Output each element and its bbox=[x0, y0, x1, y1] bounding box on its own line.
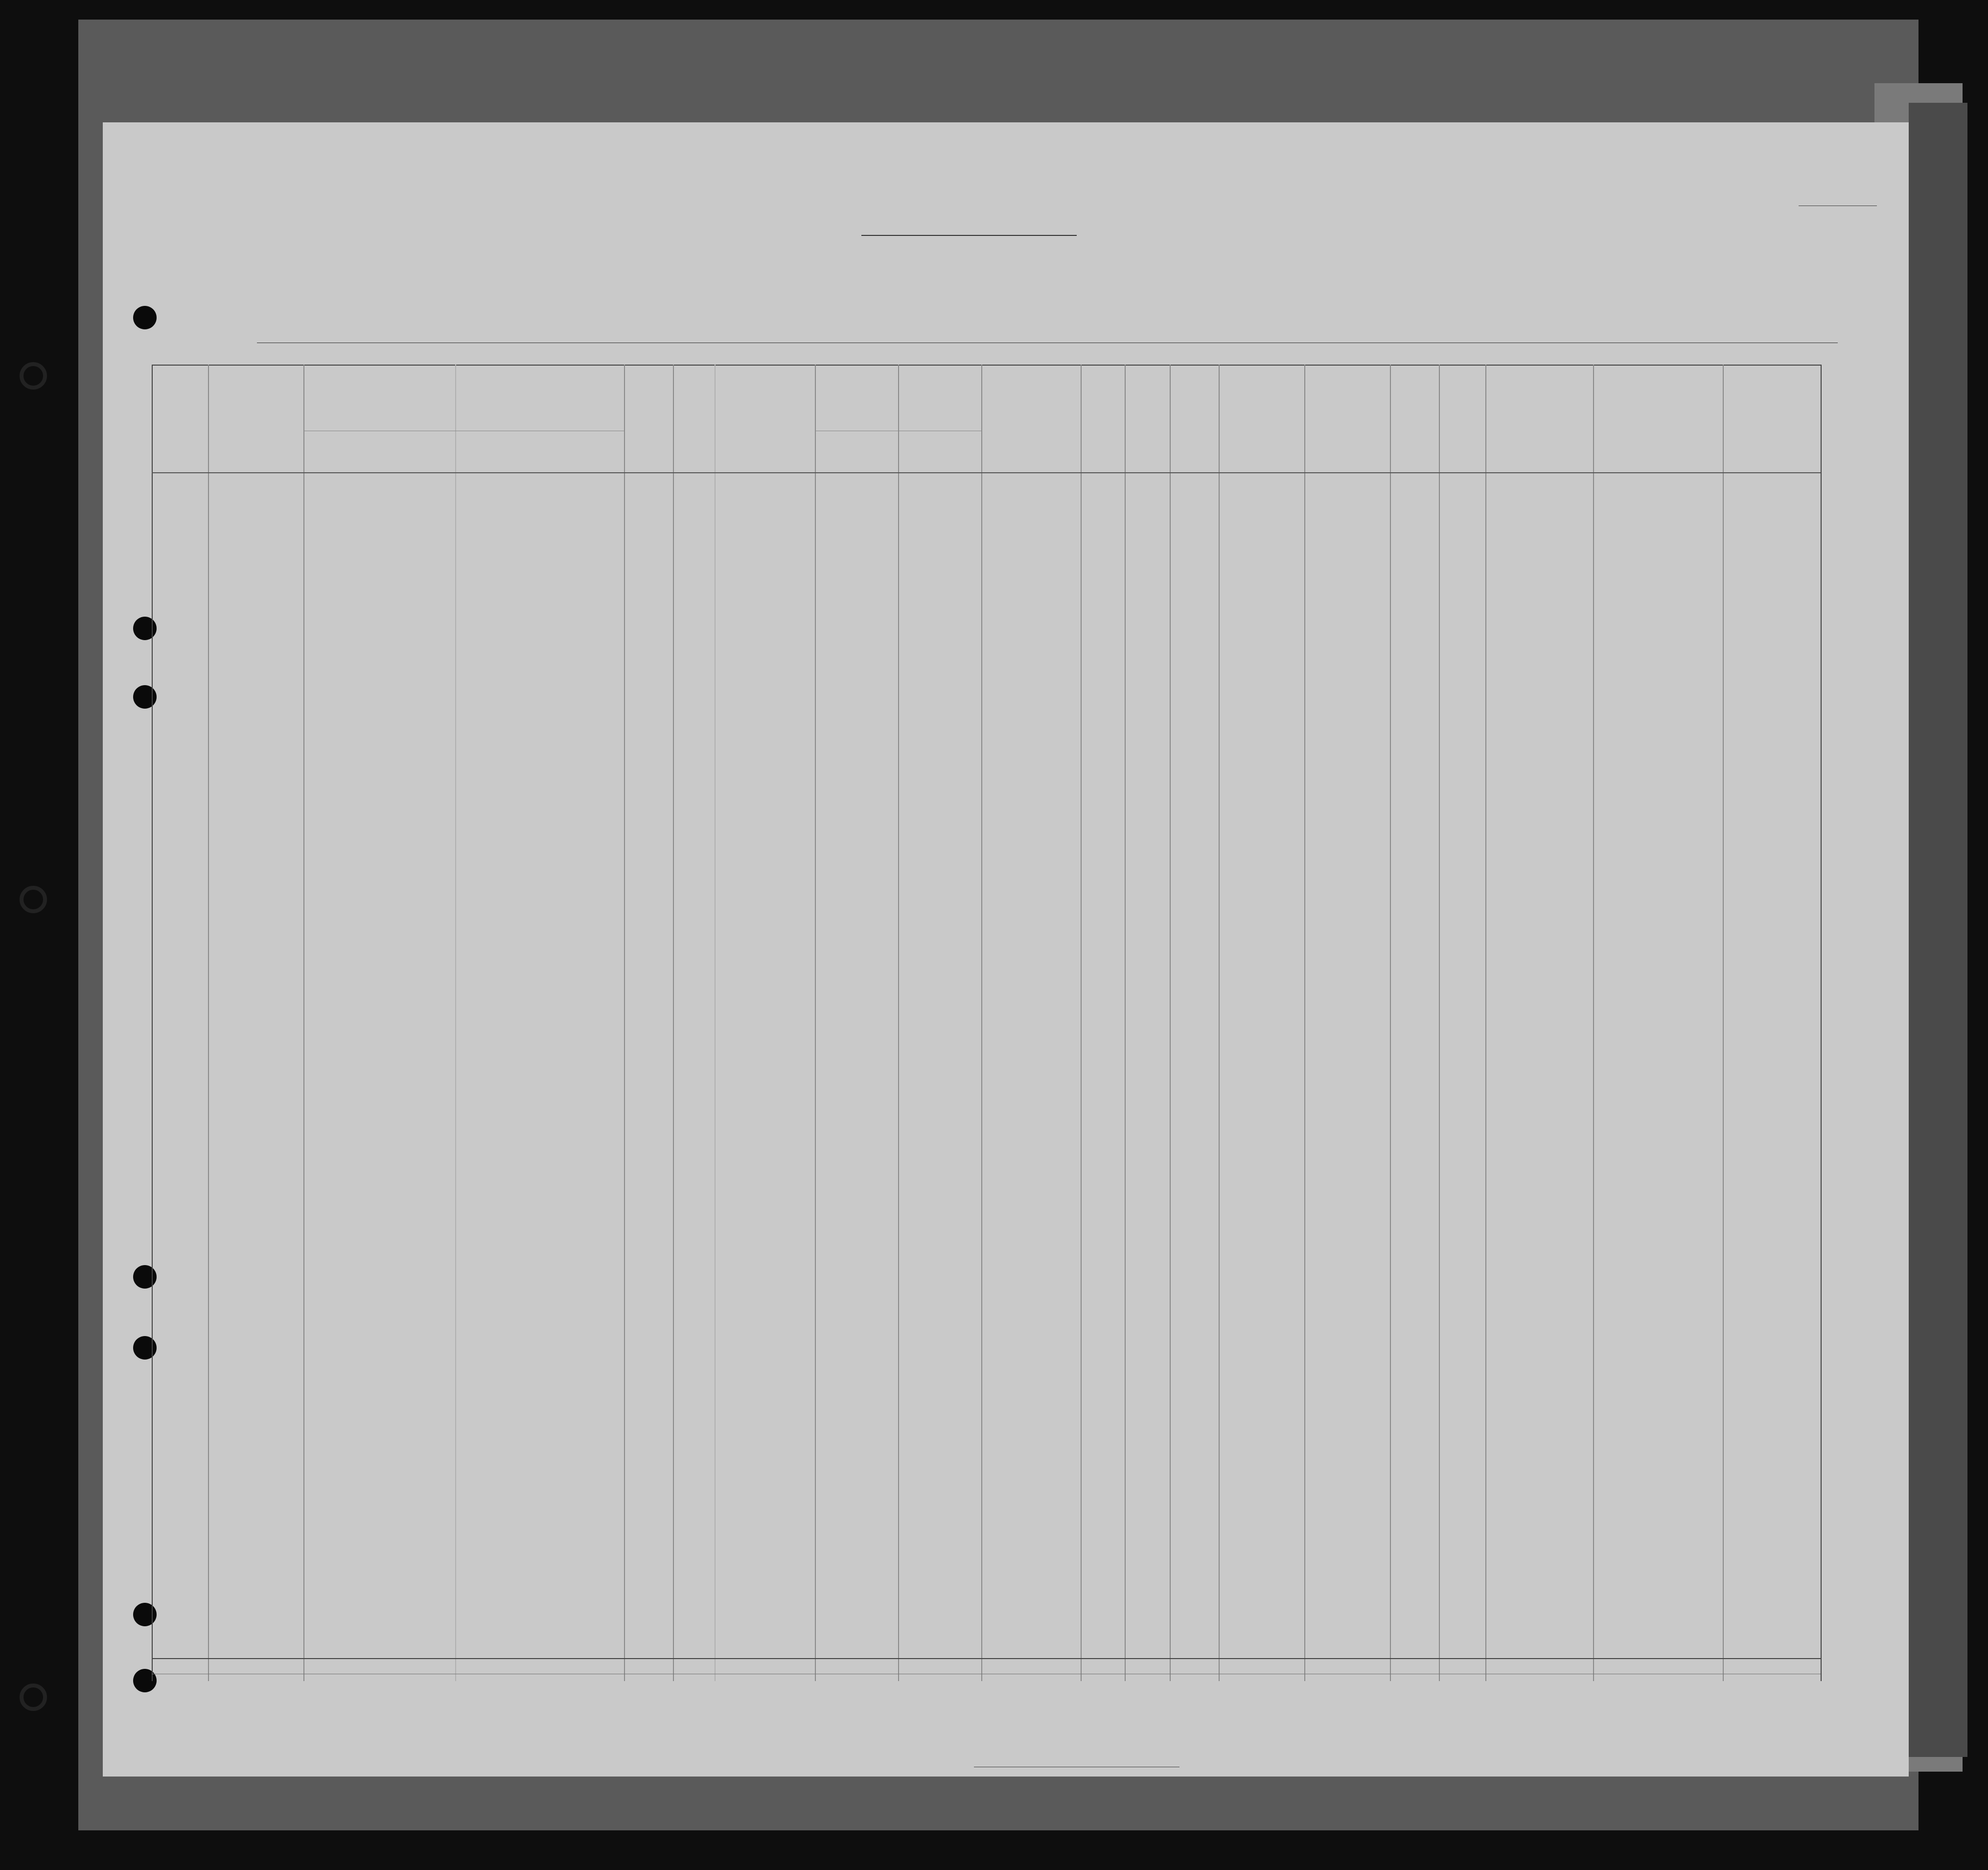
punch-hole bbox=[133, 617, 157, 640]
punch-hole bbox=[133, 685, 157, 709]
col5-header bbox=[715, 382, 815, 392]
col10-header bbox=[1170, 382, 1219, 407]
col11-header bbox=[1219, 382, 1304, 407]
col14-header bbox=[1439, 382, 1485, 407]
col8-header bbox=[1081, 382, 1125, 389]
header-bottom-rule bbox=[152, 472, 1821, 473]
table-top-border bbox=[152, 365, 1821, 366]
binder-edge-dark bbox=[1909, 103, 1967, 1757]
col9-header bbox=[1125, 382, 1170, 407]
manifest-page bbox=[103, 122, 1909, 1777]
col15-header bbox=[1485, 382, 1593, 387]
punch-hole bbox=[133, 306, 157, 329]
col12-header bbox=[1304, 382, 1390, 407]
col7-header bbox=[981, 382, 1081, 387]
ring-hole bbox=[20, 886, 47, 913]
table-bottom-border bbox=[152, 1658, 1821, 1659]
punch-hole bbox=[133, 1336, 157, 1360]
col13-header bbox=[1390, 382, 1439, 407]
col6-header bbox=[815, 382, 981, 392]
ring-hole bbox=[20, 362, 47, 390]
punch-hole bbox=[133, 1669, 157, 1692]
punch-hole bbox=[133, 1265, 157, 1289]
title-underline bbox=[861, 235, 1077, 236]
col3-header bbox=[303, 382, 624, 386]
punch-hole bbox=[133, 1603, 157, 1626]
ring-hole bbox=[20, 1684, 47, 1711]
